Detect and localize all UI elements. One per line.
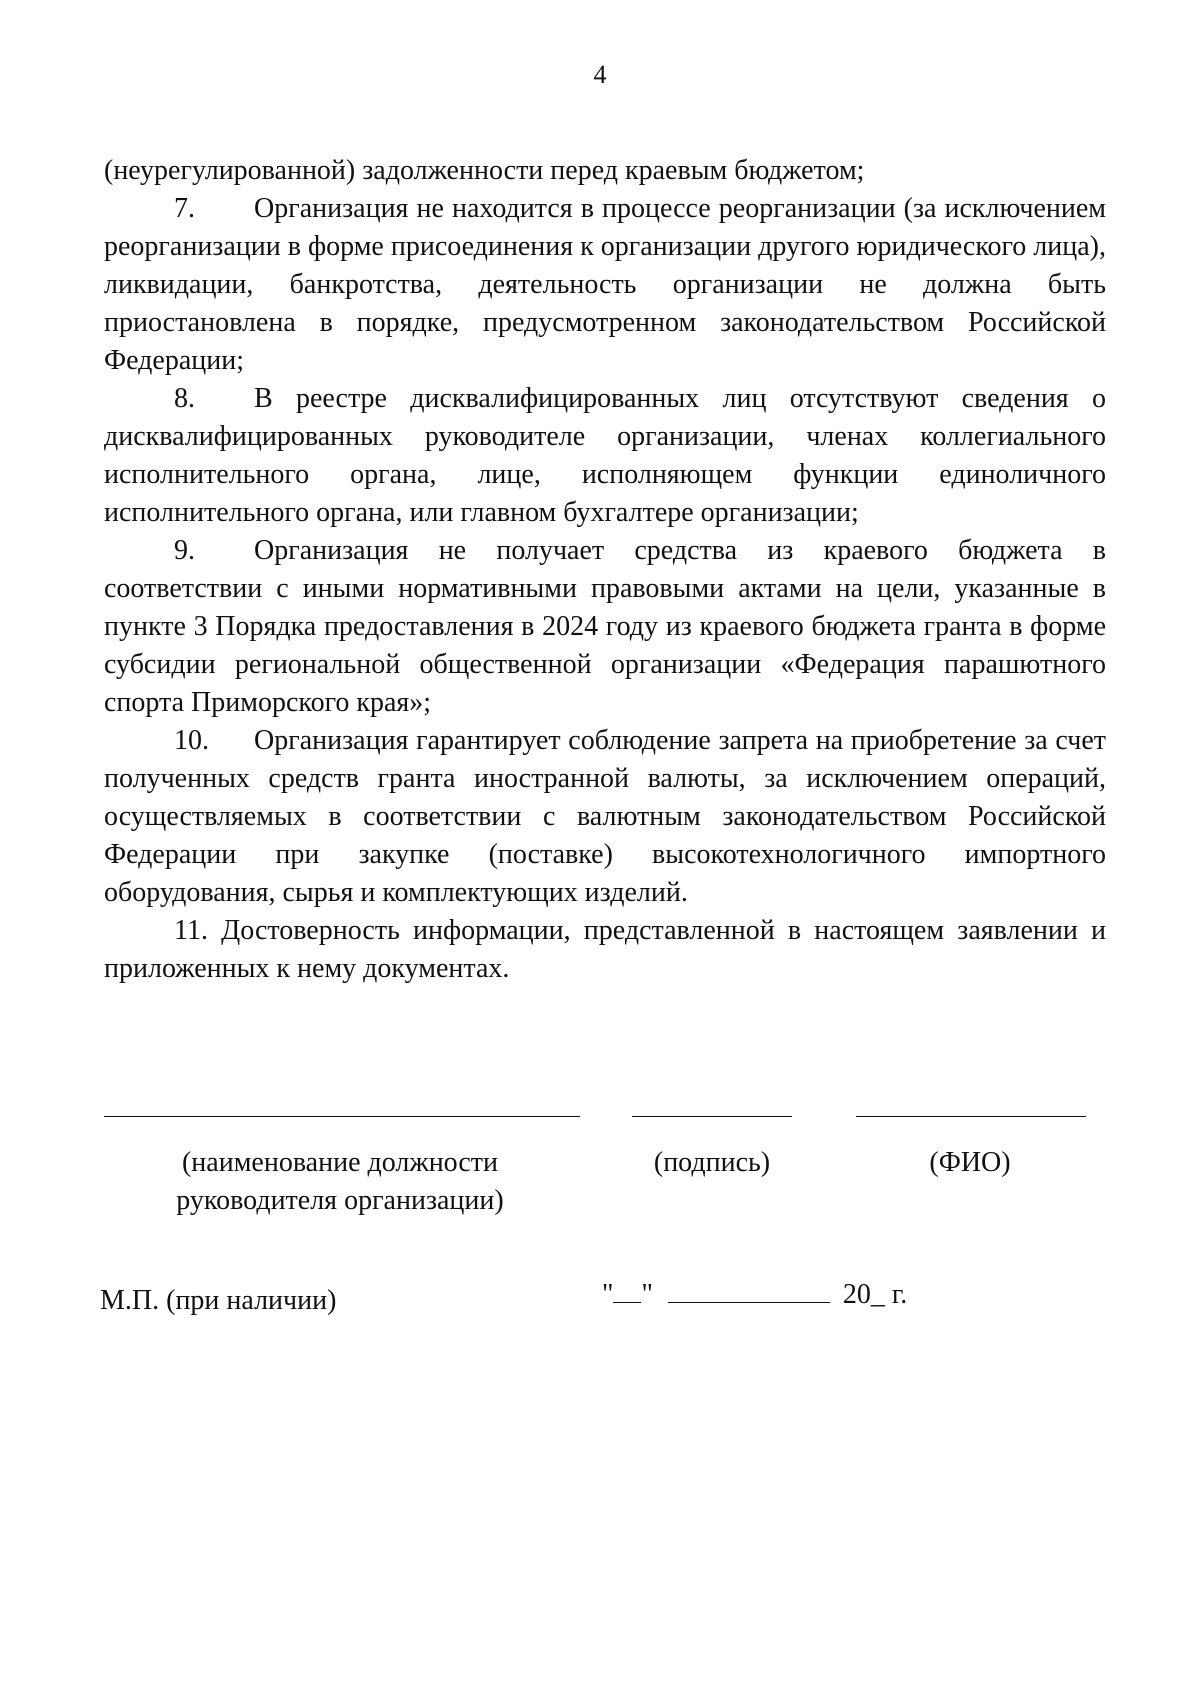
item-number: 10. — [174, 725, 209, 756]
item-number: 7. — [174, 193, 195, 224]
paragraph-item-7 — [104, 190, 1106, 380]
date-line — [602, 1276, 907, 1314]
date-open-quote: " — [602, 1279, 614, 1310]
page-number: 4 — [593, 60, 607, 89]
item-text: 11. Достоверность информации, представленной в настоящем заявлении и приложенных к нему документах. — [104, 915, 1106, 984]
item-text: В реестре дисквалифицированных лиц отсутствуют сведения о дисквалифицированных руководителе организации, членах коллегиального исполнительного органа, лице, исполняющем функции единоличного исполнительного органа, или главном бухгалтере организации; — [104, 383, 1106, 528]
paragraph-item-10 — [104, 722, 1106, 912]
paragraph-item-11 — [104, 912, 1106, 988]
date-close-quote: " — [641, 1279, 653, 1310]
year-text: 20_ г. — [842, 1279, 908, 1310]
position-signature-line — [104, 1116, 580, 1117]
signature-line — [632, 1116, 792, 1117]
month-blank — [668, 1276, 830, 1303]
signature-caption: (подпись) — [653, 1147, 771, 1178]
item-number: 9. — [174, 535, 195, 566]
name-caption: (ФИО) — [929, 1147, 1011, 1178]
item-number: 8. — [174, 383, 195, 414]
name-signature-line — [856, 1116, 1086, 1117]
document-body — [104, 152, 1106, 988]
item-text: Организация не находится в процессе реорганизации (за исключением реорганизации в форме присоединения к организации другого юридического лица), ликвидации, банкротства, деятельность организации не должна быть приостановлена в порядке, предусмотренном законодательством Российской Федерации; — [104, 193, 1106, 376]
position-caption: (наименование должности руководителя организации) — [176, 1147, 504, 1216]
paragraph-item-8 — [104, 380, 1106, 532]
stamp-label: М.П. (при наличии) — [100, 1285, 337, 1316]
item-text: Организация не получает средства из краевого бюджета в соответствии с иными нормативными правовыми актами на цели, указанные в пункте 3 Порядка предоставления в 2024 году из краевого бюджета гранта в форме субсидии региональной общественной организации «Федерация парашютного спорта Приморского края»; — [104, 535, 1106, 718]
day-blank — [613, 1276, 641, 1303]
item-text: Организация гарантирует соблюдение запрета на приобретение за счет полученных средств гранта иностранной валюты, за исключением операций, осуществляемых в соответствии с валютным законодательством Российской Федерации при закупке (поставке) высокотехнологичного импортного оборудования, сырья и комплектующих изделий. — [104, 725, 1106, 908]
paragraph-item-9 — [104, 532, 1106, 722]
paragraph-continuation: (неурегулированной) задолженности перед краевым бюджетом; — [104, 155, 865, 186]
